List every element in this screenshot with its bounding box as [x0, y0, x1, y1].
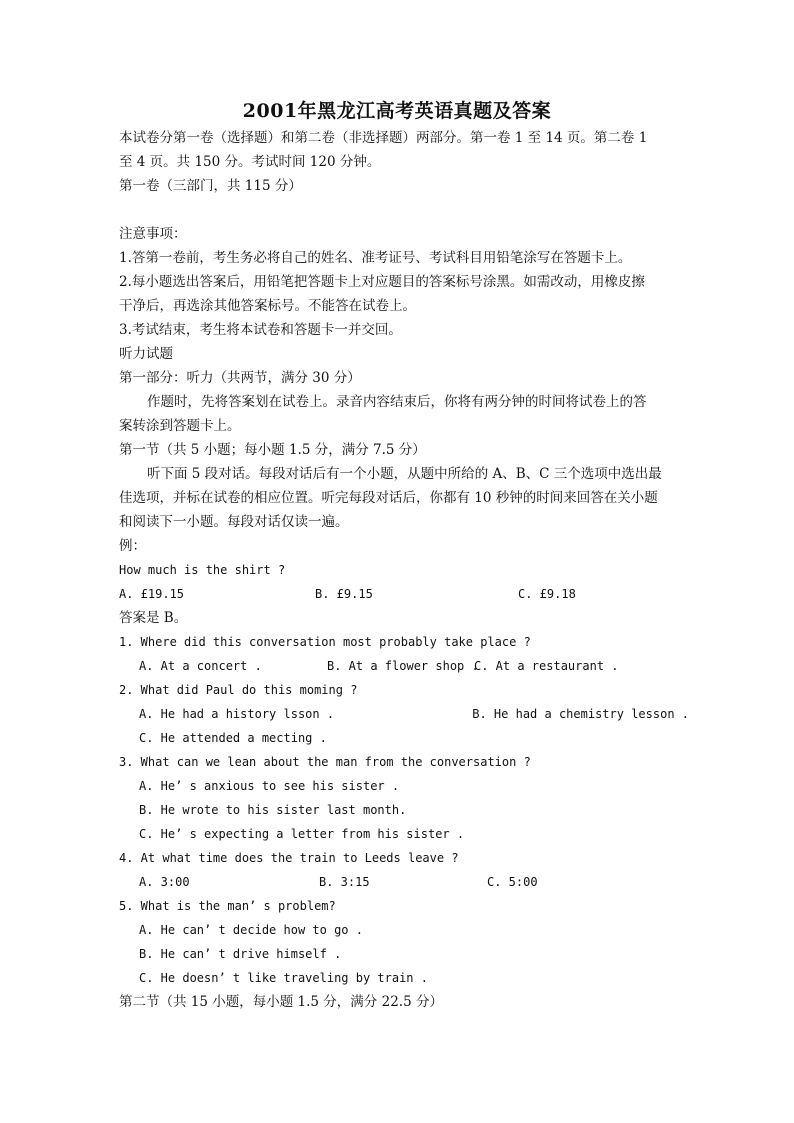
page-title: 2001年黑龙江高考英语真题及答案 — [242, 100, 552, 122]
question-4-options — [119, 870, 689, 894]
section1-desc-3: 和阅读下一小题。每段对话仅读一遍。 — [119, 514, 349, 530]
question-1: 1. Where did this conversation most probably take place ? — [119, 635, 531, 649]
question-5: 5. What is the man’ s problem? — [119, 899, 336, 913]
section1-desc-1: 听下面 5 段对话。每段对话后有一个小题，从题中所给的 A、B、C 三个选项中选出最 — [147, 466, 662, 482]
question-3-option-a: A. He’ s anxious to see his sister . — [139, 779, 400, 793]
section1-desc-2: 佳选项，并标在试卷的相应位置。听完每段对话后，你都有 10 秒钟的时间来回答在关小题 — [119, 490, 658, 506]
part1-title: 第一部分：听力（共两节，满分 30 分） — [119, 370, 361, 386]
intro-line-1: 本试卷分第一卷（选择题）和第二卷（非选择题）两部分。第一卷 1 至 14 页。第二卷 1 — [119, 130, 648, 146]
question-4-option-c: C. 5:00 — [487, 875, 538, 889]
question-5-option-a: A. He can’ t decide how to go . — [139, 923, 363, 937]
volume-1-heading: 第一卷（三部门，共 115 分） — [119, 178, 302, 194]
question-2-option-b: B. He had a chemistry lesson . — [472, 707, 689, 721]
question-5-option-c: C. He doesn’ t like traveling by train . — [139, 971, 428, 985]
question-4-option-b: B. 3:15 — [319, 875, 370, 889]
question-3-option-b: B. He wrote to his sister last month. — [139, 803, 407, 817]
blank-line — [119, 198, 689, 222]
part1-desc-1: 作题时，先将答案划在试卷上。录音内容结束后，你将有两分钟的时间将试卷上的答 — [147, 394, 647, 410]
example-label: 例： — [119, 538, 146, 554]
notes-item-3: 3.考试结束，考生将本试卷和答题卡一并交回。 — [119, 322, 402, 338]
example-answer: 答案是 B。 — [119, 610, 188, 626]
question-3: 3. What can we lean about the man from the conversation ? — [119, 755, 531, 769]
question-1-option-c: C. At a restaurant . — [474, 659, 619, 673]
question-4-option-a: A. 3:00 — [139, 875, 190, 889]
listening-heading: 听力试题 — [119, 346, 173, 362]
question-1-option-b: B. At a flower shop . — [327, 659, 479, 673]
question-1-options — [119, 654, 689, 678]
notes-item-2: 2.每小题选出答案后，用铅笔把答题卡上对应题目的答案标号涂黑。如需改动，用橡皮擦 — [119, 274, 645, 290]
question-2-option-c: C. He attended a mecting . — [139, 731, 327, 745]
section2-title: 第二节（共 15 小题，每小题 1.5 分，满分 22.5 分） — [119, 994, 443, 1010]
question-2-option-a: A. He had a history lsson . — [139, 707, 335, 721]
example-option-a: A. £19.15 — [119, 587, 185, 601]
section1-title: 第一节（共 5 小题；每小题 1.5 分，满分 7.5 分） — [119, 442, 426, 458]
question-2: 2. What did Paul do this moming ? — [119, 683, 358, 697]
example-option-b: B. £9.15 — [315, 587, 373, 601]
question-3-option-c: C. He’ s expecting a letter from his sister . — [139, 827, 465, 841]
question-2-options — [119, 702, 689, 726]
document-body — [119, 126, 689, 1014]
question-4: 4. At what time does the train to Leeds leave ? — [119, 851, 459, 865]
example-options — [119, 582, 689, 606]
example-option-c: C. £9.18 — [518, 587, 576, 601]
question-1-option-a: A. At a concert . — [139, 659, 262, 673]
notes-item-2-cont: 干净后，再选涂其他答案标号。不能答在试卷上。 — [119, 298, 416, 314]
notes-item-1: 1.答第一卷前，考生务必将自己的姓名、准考证号、考试科目用铅笔涂写在答题卡上。 — [119, 250, 632, 266]
question-5-option-b: B. He can’ t drive himself . — [139, 947, 342, 961]
part1-desc-2: 案转涂到答题卡上。 — [119, 418, 241, 434]
intro-line-2: 至 4 页。共 150 分。考试时间 120 分钟。 — [119, 154, 381, 170]
example-question: How much is the shirt ? — [119, 563, 286, 577]
notes-heading: 注意事项： — [119, 226, 187, 242]
